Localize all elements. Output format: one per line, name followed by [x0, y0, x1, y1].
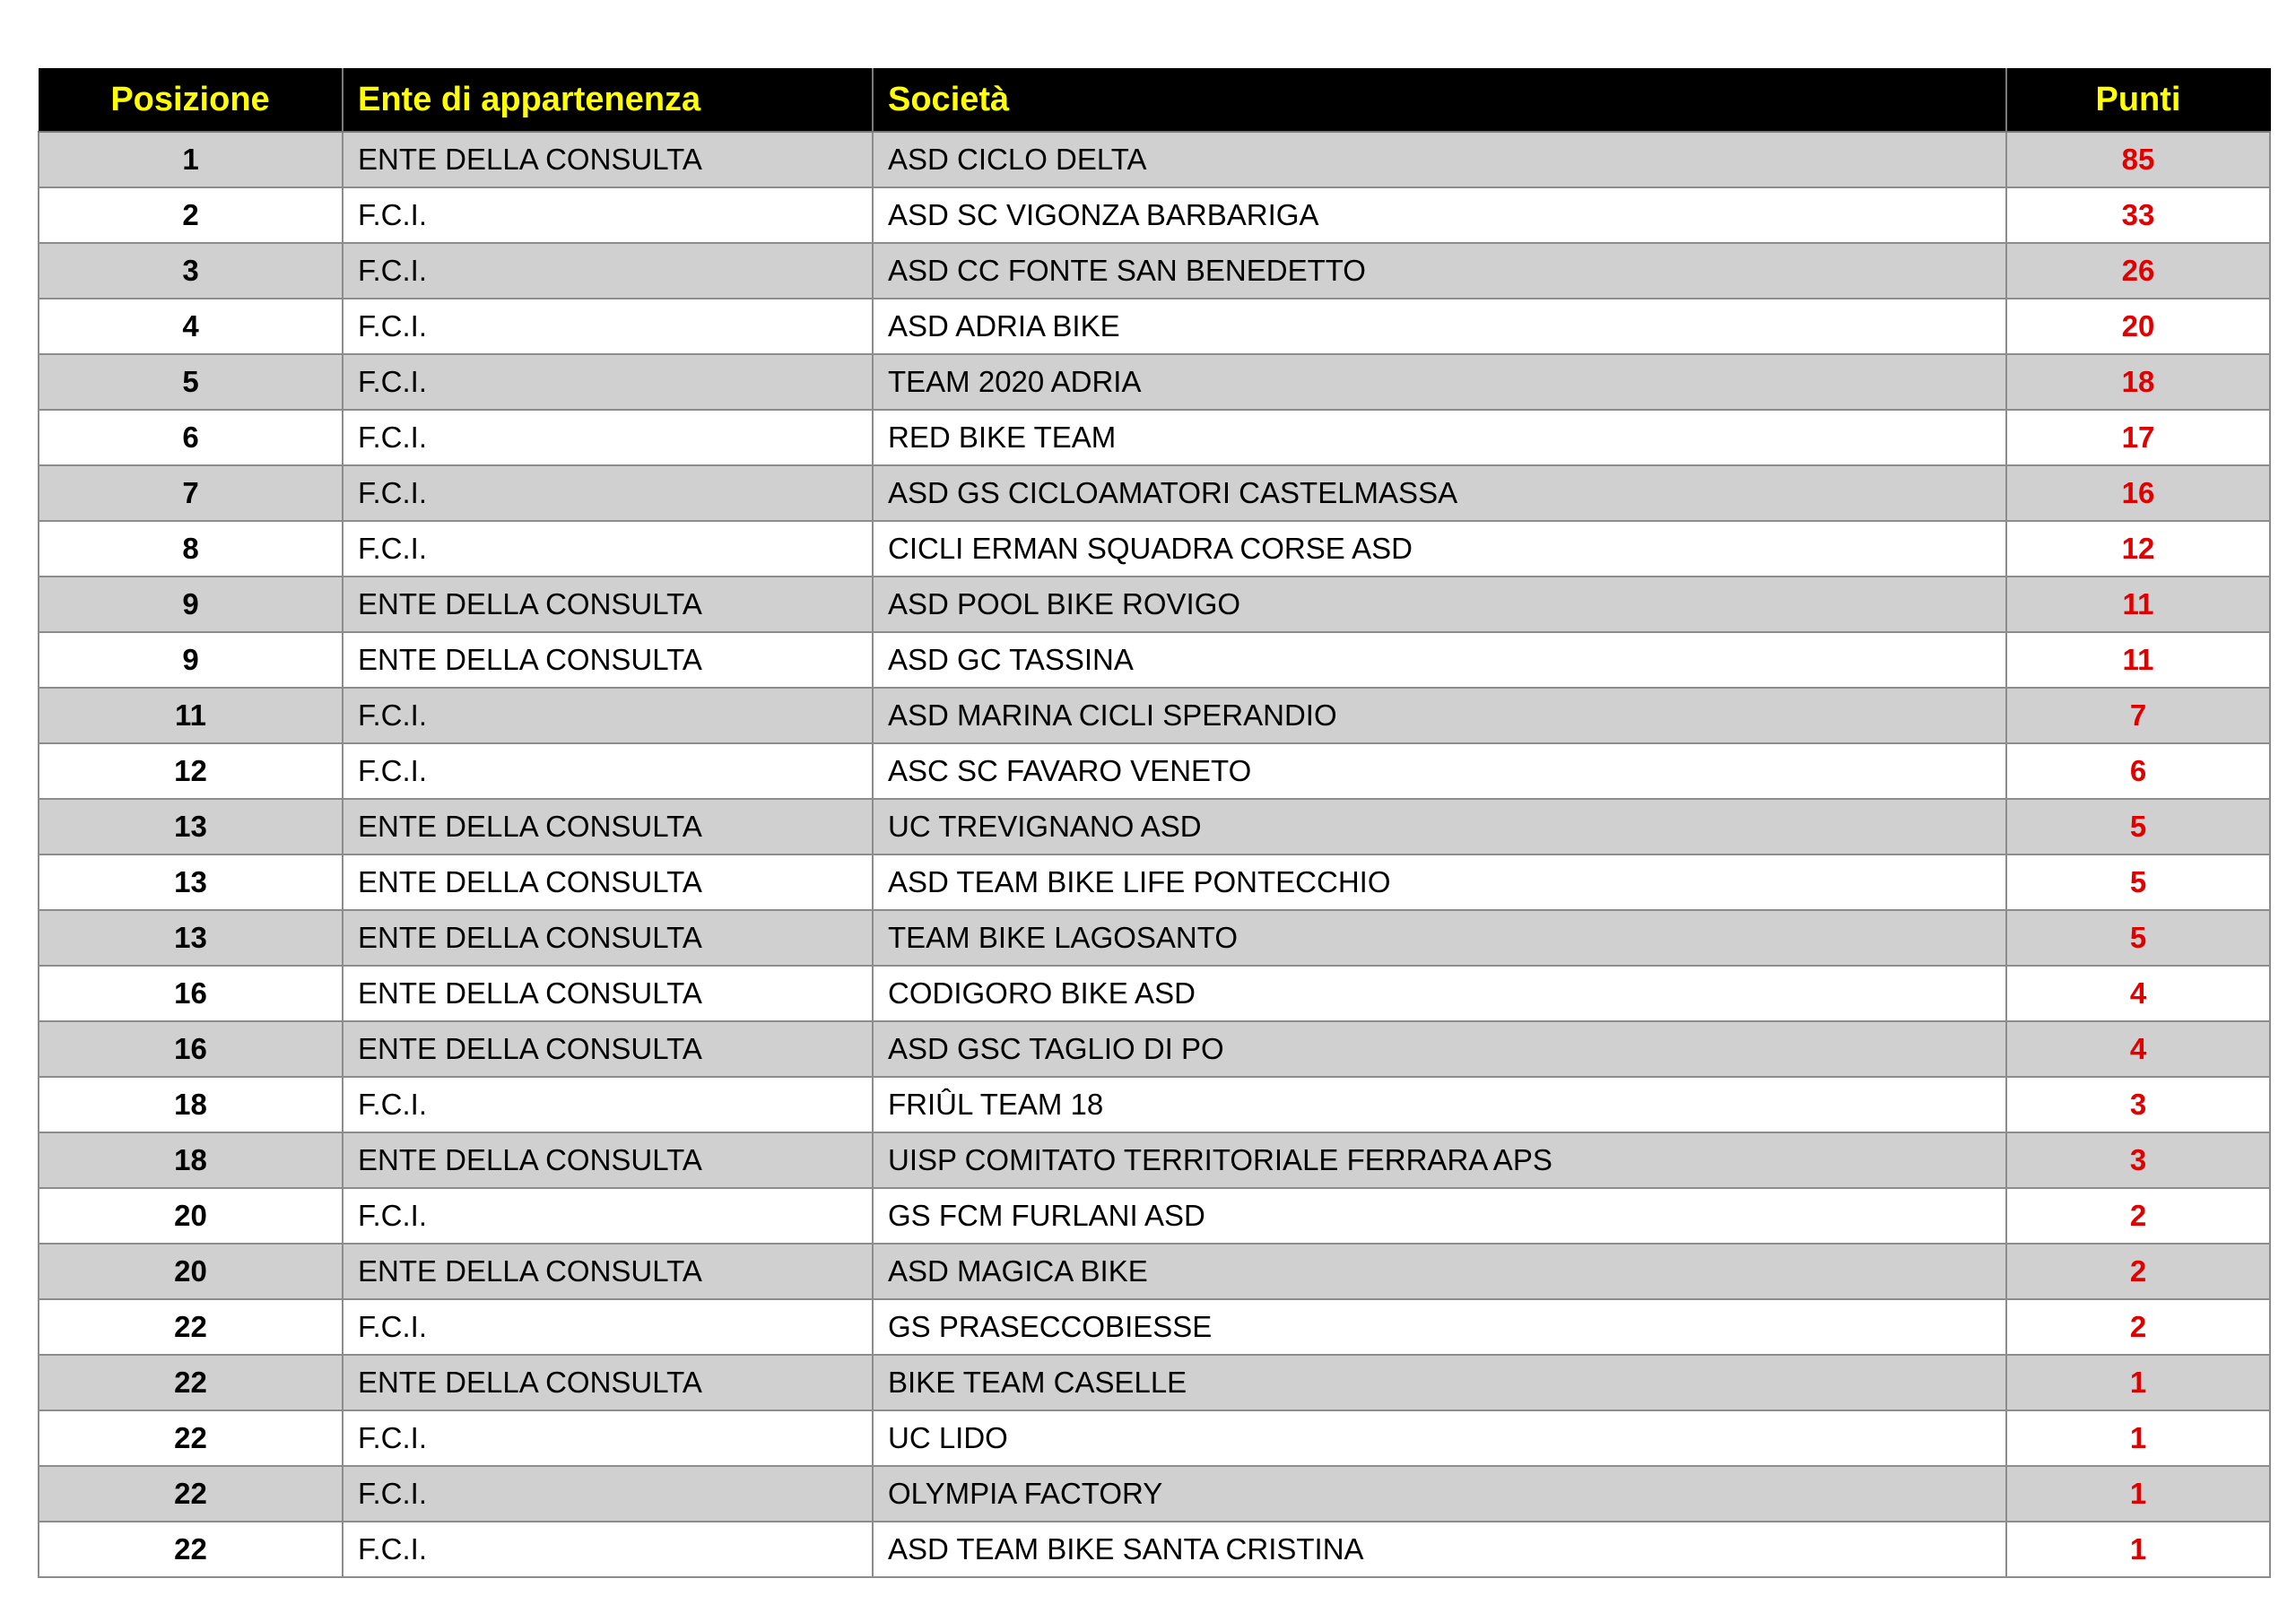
standings-table — [38, 68, 2271, 1578]
table-row — [39, 410, 2270, 465]
cell-ente: ENTE DELLA CONSULTA — [343, 799, 873, 854]
cell-ente: F.C.I. — [343, 1077, 873, 1132]
table-row — [39, 1244, 2270, 1299]
cell-ente: F.C.I. — [343, 1410, 873, 1466]
cell-society: ASD ADRIA BIKE — [873, 299, 2006, 354]
cell-society: ASD GS CICLOAMATORI CASTELMASSA — [873, 465, 2006, 521]
cell-society: ASD MARINA CICLI SPERANDIO — [873, 688, 2006, 743]
cell-points: 1 — [2006, 1410, 2270, 1466]
cell-ente: ENTE DELLA CONSULTA — [343, 132, 873, 187]
cell-points: 1 — [2006, 1355, 2270, 1410]
cell-position: 22 — [39, 1355, 343, 1410]
cell-ente: ENTE DELLA CONSULTA — [343, 854, 873, 910]
cell-society: ASD MAGICA BIKE — [873, 1244, 2006, 1299]
cell-ente: F.C.I. — [343, 187, 873, 243]
cell-points: 1 — [2006, 1522, 2270, 1577]
cell-position: 13 — [39, 854, 343, 910]
cell-points: 12 — [2006, 521, 2270, 577]
cell-points: 5 — [2006, 910, 2270, 966]
cell-position: 22 — [39, 1410, 343, 1466]
cell-society: UISP COMITATO TERRITORIALE FERRARA APS — [873, 1132, 2006, 1188]
cell-position: 12 — [39, 743, 343, 799]
cell-ente: ENTE DELLA CONSULTA — [343, 1355, 873, 1410]
cell-society: ASD CICLO DELTA — [873, 132, 2006, 187]
cell-position: 2 — [39, 187, 343, 243]
table-row — [39, 1188, 2270, 1244]
cell-society: ASD POOL BIKE ROVIGO — [873, 577, 2006, 632]
cell-points: 2 — [2006, 1188, 2270, 1244]
table-row — [39, 743, 2270, 799]
table-row — [39, 1410, 2270, 1466]
header-society: Società — [873, 68, 2006, 132]
cell-ente: ENTE DELLA CONSULTA — [343, 966, 873, 1021]
cell-position: 22 — [39, 1522, 343, 1577]
table-row — [39, 1021, 2270, 1077]
cell-society: ASD TEAM BIKE SANTA CRISTINA — [873, 1522, 2006, 1577]
table-row — [39, 854, 2270, 910]
cell-points: 18 — [2006, 354, 2270, 410]
table-row — [39, 187, 2270, 243]
header-ente: Ente di appartenenza — [343, 68, 873, 132]
cell-position: 5 — [39, 354, 343, 410]
cell-ente: F.C.I. — [343, 410, 873, 465]
cell-position: 20 — [39, 1244, 343, 1299]
cell-points: 2 — [2006, 1244, 2270, 1299]
cell-position: 3 — [39, 243, 343, 299]
cell-points: 4 — [2006, 966, 2270, 1021]
cell-points: 5 — [2006, 799, 2270, 854]
table-row — [39, 1355, 2270, 1410]
cell-ente: F.C.I. — [343, 243, 873, 299]
table-row — [39, 299, 2270, 354]
cell-points: 3 — [2006, 1132, 2270, 1188]
cell-position: 1 — [39, 132, 343, 187]
cell-ente: ENTE DELLA CONSULTA — [343, 1021, 873, 1077]
table-row — [39, 688, 2270, 743]
cell-points: 33 — [2006, 187, 2270, 243]
header-row — [39, 68, 2270, 132]
cell-ente: ENTE DELLA CONSULTA — [343, 1244, 873, 1299]
table-row — [39, 1466, 2270, 1522]
cell-points: 2 — [2006, 1299, 2270, 1355]
table-row — [39, 910, 2270, 966]
cell-points: 17 — [2006, 410, 2270, 465]
cell-ente: F.C.I. — [343, 1188, 873, 1244]
cell-position: 9 — [39, 632, 343, 688]
header-points: Punti — [2006, 68, 2270, 132]
cell-position: 16 — [39, 1021, 343, 1077]
cell-society: ASD SC VIGONZA BARBARIGA — [873, 187, 2006, 243]
cell-points: 85 — [2006, 132, 2270, 187]
cell-society: GS FCM FURLANI ASD — [873, 1188, 2006, 1244]
table-row — [39, 799, 2270, 854]
cell-society: UC TREVIGNANO ASD — [873, 799, 2006, 854]
cell-position: 8 — [39, 521, 343, 577]
cell-society: GS PRASECCOBIESSE — [873, 1299, 2006, 1355]
cell-society: ASD TEAM BIKE LIFE PONTECCHIO — [873, 854, 2006, 910]
cell-points: 7 — [2006, 688, 2270, 743]
cell-points: 26 — [2006, 243, 2270, 299]
table-row — [39, 465, 2270, 521]
cell-position: 7 — [39, 465, 343, 521]
cell-society: RED BIKE TEAM — [873, 410, 2006, 465]
cell-points: 1 — [2006, 1466, 2270, 1522]
table-row — [39, 632, 2270, 688]
cell-position: 6 — [39, 410, 343, 465]
cell-points: 11 — [2006, 577, 2270, 632]
cell-points: 3 — [2006, 1077, 2270, 1132]
cell-position: 9 — [39, 577, 343, 632]
cell-ente: F.C.I. — [343, 1466, 873, 1522]
cell-society: CICLI ERMAN SQUADRA CORSE ASD — [873, 521, 2006, 577]
cell-society: TEAM BIKE LAGOSANTO — [873, 910, 2006, 966]
table-row — [39, 1132, 2270, 1188]
cell-position: 13 — [39, 799, 343, 854]
cell-points: 11 — [2006, 632, 2270, 688]
table-row — [39, 577, 2270, 632]
cell-society: OLYMPIA FACTORY — [873, 1466, 2006, 1522]
cell-position: 18 — [39, 1132, 343, 1188]
cell-ente: F.C.I. — [343, 299, 873, 354]
cell-position: 16 — [39, 966, 343, 1021]
cell-position: 22 — [39, 1299, 343, 1355]
cell-society: CODIGORO BIKE ASD — [873, 966, 2006, 1021]
cell-position: 20 — [39, 1188, 343, 1244]
cell-ente: ENTE DELLA CONSULTA — [343, 577, 873, 632]
cell-ente: ENTE DELLA CONSULTA — [343, 632, 873, 688]
cell-society: UC LIDO — [873, 1410, 2006, 1466]
cell-points: 4 — [2006, 1021, 2270, 1077]
table-row — [39, 1077, 2270, 1132]
cell-ente: ENTE DELLA CONSULTA — [343, 1132, 873, 1188]
cell-ente: F.C.I. — [343, 1299, 873, 1355]
cell-position: 22 — [39, 1466, 343, 1522]
table-row — [39, 521, 2270, 577]
cell-position: 18 — [39, 1077, 343, 1132]
cell-ente: F.C.I. — [343, 521, 873, 577]
cell-society: ASD CC FONTE SAN BENEDETTO — [873, 243, 2006, 299]
table-body — [39, 132, 2270, 1577]
table-row — [39, 1522, 2270, 1577]
cell-ente: F.C.I. — [343, 354, 873, 410]
cell-points: 6 — [2006, 743, 2270, 799]
cell-society: TEAM 2020 ADRIA — [873, 354, 2006, 410]
table-row — [39, 354, 2270, 410]
cell-points: 16 — [2006, 465, 2270, 521]
cell-points: 5 — [2006, 854, 2270, 910]
table-row — [39, 132, 2270, 187]
table-row — [39, 243, 2270, 299]
standings-sheet — [38, 68, 2269, 1578]
cell-points: 20 — [2006, 299, 2270, 354]
cell-ente: F.C.I. — [343, 465, 873, 521]
table-header — [39, 68, 2270, 132]
cell-ente: F.C.I. — [343, 688, 873, 743]
cell-ente: F.C.I. — [343, 1522, 873, 1577]
table-row — [39, 966, 2270, 1021]
cell-position: 4 — [39, 299, 343, 354]
header-position: Posizione — [39, 68, 343, 132]
cell-position: 13 — [39, 910, 343, 966]
cell-position: 11 — [39, 688, 343, 743]
cell-society: ASC SC FAVARO VENETO — [873, 743, 2006, 799]
table-row — [39, 1299, 2270, 1355]
cell-ente: F.C.I. — [343, 743, 873, 799]
cell-society: FRIÛL TEAM 18 — [873, 1077, 2006, 1132]
cell-society: BIKE TEAM CASELLE — [873, 1355, 2006, 1410]
cell-ente: ENTE DELLA CONSULTA — [343, 910, 873, 966]
cell-society: ASD GC TASSINA — [873, 632, 2006, 688]
cell-society: ASD GSC TAGLIO DI PO — [873, 1021, 2006, 1077]
